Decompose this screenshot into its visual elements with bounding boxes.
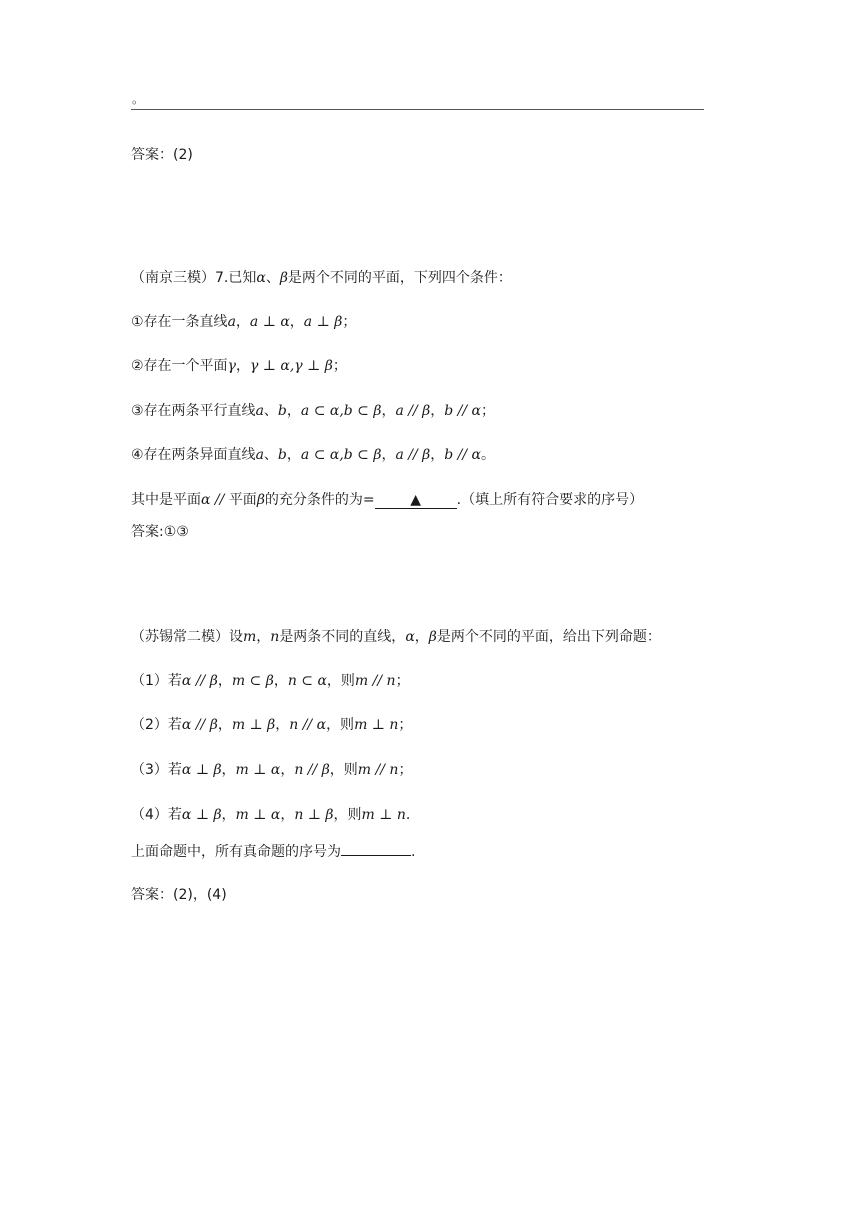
p1-m4: m // n [354, 673, 396, 689]
q2-ask-b: 平面 [228, 492, 257, 508]
p4-t3: ，则 [333, 807, 362, 823]
q2-source: （南京三模） [131, 270, 215, 286]
p2-m1: α // β [181, 717, 218, 733]
p2-t3: ，则 [326, 717, 355, 733]
cond4-math: a [255, 447, 264, 463]
cond4-text-b: ， [286, 447, 301, 463]
q2-ask-a: 其中是平面 [131, 492, 201, 508]
cond1-text-c: ， [289, 314, 304, 330]
cond1-end: ； [342, 314, 357, 330]
cond3-math2: a ⊂ α,b ⊂ β [300, 403, 382, 419]
cond3-text-a: 存在两条平行直线 [143, 403, 256, 419]
q3-question [131, 842, 415, 862]
answer-q1: 答案：(2) [131, 147, 193, 163]
q3-stem-b: 是两条不同的直线， [279, 629, 406, 645]
q3-stem-c: 是两个不同的平面，给出下列命题： [436, 629, 661, 645]
cond1-math2: a ⊥ α [249, 314, 290, 330]
q2-question [131, 490, 643, 510]
q2-stem-b: 是两个不同的平面，下列四个条件： [287, 270, 512, 286]
cond4-text-c: ， [381, 447, 396, 463]
cond4-text-d: ， [430, 447, 445, 463]
q3-n: n [270, 629, 280, 645]
cond3-text-b: ， [286, 403, 301, 419]
p4-m3: n ⊥ β [294, 807, 334, 823]
p1-t1: ， [217, 673, 232, 689]
answer-q2: 答案:①③ [131, 524, 189, 540]
q2-sep: 、 [265, 270, 280, 286]
p2-num: （2）若 [131, 717, 182, 733]
cond4-math-b: b [277, 447, 287, 463]
q3-stem-a: 设 [229, 629, 243, 645]
p1-t3: ，则 [326, 673, 355, 689]
p3-num: （3）若 [131, 762, 182, 778]
p1-end: ； [395, 673, 410, 689]
p3-m1: α ⊥ β [181, 762, 222, 778]
p2-t2: ， [275, 717, 290, 733]
p3-m2: m ⊥ α [235, 762, 281, 778]
p4-num: （4）若 [131, 807, 182, 823]
cond4-math3: a // β [395, 447, 431, 463]
cond3-sep: 、 [263, 403, 278, 419]
q3-alpha: α [405, 629, 415, 645]
cond4-end: 。 [481, 447, 495, 463]
cond2-text-a: 存在一个平面 [143, 358, 228, 374]
cond3-math: a [255, 403, 264, 419]
p3-t1: ， [221, 762, 236, 778]
cond1-math3: a ⊥ β [303, 314, 343, 330]
q2-condition-3 [131, 401, 495, 421]
q3-c1: ， [256, 629, 271, 645]
q2-ask-alpha: α [201, 492, 211, 508]
p1-m3: n ⊂ α [287, 673, 327, 689]
cond4-text-a: 存在两条异面直线 [143, 447, 256, 463]
q2-ask-d: .（填上所有符合要求的序号） [456, 492, 644, 508]
q2-stem [131, 268, 512, 288]
p4-m2: m ⊥ α [235, 807, 281, 823]
cond3-math3: a // β [395, 403, 431, 419]
p2-m4: m ⊥ n [354, 717, 399, 733]
q2-condition-4 [131, 445, 495, 465]
p3-t3: ，则 [329, 762, 358, 778]
cond1-text-b: ， [235, 314, 250, 330]
q3-ask-a: 上面命题中，所有真命题的序号为 [131, 844, 341, 860]
cond3-math-b: b [277, 403, 287, 419]
cond4-math2: a ⊂ α,b ⊂ β [300, 447, 382, 463]
cond2-text-b: ， [235, 358, 250, 374]
separator-line [131, 109, 704, 110]
q3-beta: β [428, 629, 437, 645]
q2-beta: β [279, 270, 288, 286]
p2-end: ； [398, 717, 413, 733]
q3-proposition-2 [131, 715, 412, 735]
q3-proposition-4 [131, 805, 410, 825]
p2-t1: ， [217, 717, 232, 733]
q3-source: （苏锡常二模） [131, 629, 229, 645]
p1-m2: m ⊂ β [231, 673, 274, 689]
cond3-num: ③ [131, 403, 144, 419]
cond2-end: ； [332, 358, 347, 374]
p3-m4: m // n [357, 762, 399, 778]
p4-end: . [405, 807, 411, 823]
q3-stem [131, 627, 661, 647]
q3-proposition-3 [131, 760, 412, 780]
cond3-text-c: ， [381, 403, 396, 419]
cond2-math: γ [227, 358, 236, 374]
cond1-text-a: 存在一条直线 [143, 314, 228, 330]
cond3-text-d: ， [430, 403, 445, 419]
p2-m3: n // α [289, 717, 327, 733]
cond4-sep: 、 [263, 447, 278, 463]
cond1-math: a [227, 314, 236, 330]
p3-end: ； [398, 762, 413, 778]
p1-t2: ， [273, 673, 288, 689]
cond3-math4: b // α [444, 403, 481, 419]
p4-m4: m ⊥ n [361, 807, 406, 823]
cond2-math2: γ ⊥ α,γ ⊥ β [249, 358, 333, 374]
q2-condition-1 [131, 312, 356, 332]
q2-answer-blank [375, 492, 457, 509]
cond3-end: ； [481, 403, 495, 419]
cond4-math4: b // α [444, 447, 481, 463]
q2-ask-parallel: // [210, 492, 229, 508]
cond1-num: ① [131, 314, 144, 330]
answer-q3: 答案：(2)，(4) [131, 887, 227, 903]
q3-answer-blank [341, 855, 411, 856]
leading-mark: 。 [132, 92, 145, 106]
q2-ask-c: 的充分条件的为= [264, 492, 375, 508]
q3-m: m [243, 629, 257, 645]
q2-alpha: α [256, 270, 266, 286]
p4-t1: ， [221, 807, 236, 823]
q2-ask-beta: β [256, 492, 265, 508]
q3-c2: ， [414, 629, 429, 645]
q3-ask-end: . [411, 844, 416, 860]
q2-condition-2 [131, 356, 347, 376]
triangle-icon: ▲ [410, 492, 422, 508]
p1-m1: α // β [181, 673, 218, 689]
p2-m2: m ⊥ β [231, 717, 276, 733]
p1-num: （1）若 [131, 673, 182, 689]
p4-t2: ， [280, 807, 295, 823]
q2-stem-a: 7.已知 [215, 270, 257, 286]
p3-m3: n // β [294, 762, 330, 778]
p4-m1: α ⊥ β [181, 807, 222, 823]
cond4-num: ④ [131, 447, 144, 463]
p3-t2: ， [280, 762, 295, 778]
cond2-num: ② [131, 358, 144, 374]
q3-proposition-1 [131, 671, 410, 691]
